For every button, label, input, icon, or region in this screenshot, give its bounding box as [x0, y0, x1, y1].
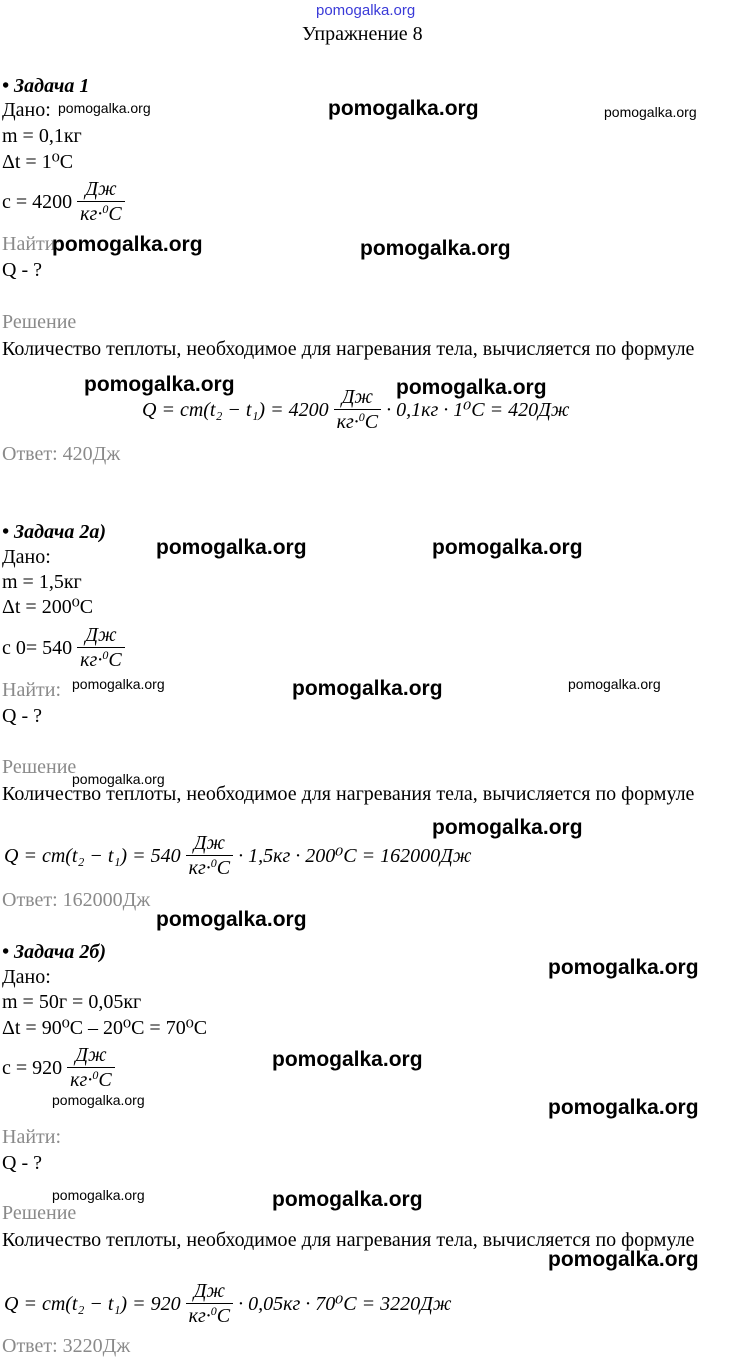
task2b-solution-label: Решение	[2, 1202, 77, 1224]
watermark: pomogalka.org	[84, 373, 235, 396]
task2b-explanation: Количество теплоты, необходимое для нагревания тела, вычисляется по формуле	[2, 1229, 695, 1251]
task2b-formula-rhs: · 0,05кг · 70⁰C = 3220Дж	[238, 1293, 452, 1315]
unit-denominator: кг·$^0$C	[80, 648, 122, 671]
task2a-formula	[4, 832, 471, 880]
watermark: pomogalka.org	[52, 1187, 145, 1203]
watermark: pomogalka.org	[72, 676, 165, 692]
watermark: pomogalka.org	[58, 100, 151, 116]
task2b-specific-heat	[2, 1044, 115, 1092]
task2a-find-label: Найти:	[2, 679, 62, 701]
unit-denominator: кг·$^0$C	[188, 856, 231, 879]
task2b-heading: • Задача 2б)	[2, 941, 106, 963]
task2a-answer: Ответ: 162000Дж	[2, 889, 151, 911]
task2b-c-prefix: c = 920	[2, 1057, 63, 1079]
watermark: pomogalka.org	[52, 233, 203, 256]
unit-fraction	[186, 832, 234, 880]
watermark: pomogalka.org	[292, 677, 443, 700]
page-title: Упражнение 8	[302, 23, 423, 45]
unit-denominator: кг·$^0$C	[188, 1304, 231, 1327]
task2b-delta-t: Δt = 90⁰C – 20⁰C = 70⁰C	[2, 1017, 208, 1039]
unit-fraction	[334, 386, 382, 434]
unit-numerator: Дж	[67, 1044, 115, 1068]
task1-given-label: Дано:	[2, 99, 51, 121]
task2a-specific-heat	[2, 624, 125, 672]
site-watermark-header: pomogalka.org	[316, 2, 416, 19]
task2a-find-q: Q - ?	[2, 705, 42, 727]
unit-fraction	[67, 1044, 115, 1092]
unit-numerator: Дж	[186, 832, 234, 856]
task2b-find-q: Q - ?	[2, 1152, 42, 1174]
watermark: pomogalka.org	[432, 816, 583, 839]
task2a-explanation: Количество теплоты, необходимое для нагревания тела, вычисляется по формуле	[2, 783, 695, 805]
watermark: pomogalka.org	[156, 536, 307, 559]
task2a-formula-rhs: · 1,5кг · 200⁰C = 162000Дж	[238, 845, 472, 867]
unit-denominator: кг·$^0$C	[70, 1068, 112, 1091]
task2b-given-label: Дано:	[2, 966, 51, 988]
watermark: pomogalka.org	[548, 956, 699, 979]
unit-numerator: Дж	[334, 386, 382, 410]
task2b-answer: Ответ: 3220Дж	[2, 1335, 131, 1357]
task1-delta-t: Δt = 1⁰C	[2, 151, 74, 173]
watermark: pomogalka.org	[272, 1048, 423, 1071]
unit-numerator: Дж	[186, 1280, 234, 1304]
watermark: pomogalka.org	[396, 376, 547, 399]
task1-formula-rhs: · 0,1кг · 1⁰C = 420Дж	[386, 399, 570, 421]
task2b-formula	[4, 1280, 451, 1328]
task1-mass: m = 0,1кг	[2, 125, 82, 147]
task2a-solution-label: Решение	[2, 756, 77, 778]
task1-find-label: Найти:	[2, 233, 62, 255]
task2a-formula-lhs: Q = cm(t₂ − t₁) = 540	[4, 845, 181, 867]
task2b-formula-lhs: Q = cm(t₂ − t₁) = 920	[4, 1293, 181, 1315]
watermark: pomogalka.org	[156, 908, 307, 931]
unit-denominator: кг·$^0$C	[80, 202, 122, 225]
watermark: pomogalka.org	[52, 1092, 145, 1108]
unit-numerator: Дж	[77, 178, 125, 202]
task2a-c-prefix: c 0= 540	[2, 637, 73, 659]
task2a-heading: • Задача 2а)	[2, 521, 106, 543]
task1-explanation: Количество теплоты, необходимое для нагревания тела, вычисляется по формуле	[2, 338, 695, 360]
task2a-given-label: Дано:	[2, 546, 51, 568]
watermark: pomogalka.org	[328, 97, 479, 120]
unit-denominator: кг·$^0$C	[336, 410, 379, 433]
watermark: pomogalka.org	[548, 1096, 699, 1119]
watermark: pomogalka.org	[568, 676, 661, 692]
task1-c-prefix: c = 4200	[2, 191, 73, 213]
unit-fraction	[77, 624, 125, 672]
task2a-delta-t: Δt = 200⁰C	[2, 596, 94, 618]
watermark: pomogalka.org	[548, 1248, 699, 1271]
unit-fraction	[77, 178, 125, 226]
task1-heading: • Задача 1	[2, 75, 90, 97]
task1-find-q: Q - ?	[2, 259, 42, 281]
task1-formula-lhs: Q = cm(t₂ − t₁) = 4200	[142, 399, 329, 421]
watermark: pomogalka.org	[272, 1188, 423, 1211]
task2b-mass: m = 50г = 0,05кг	[2, 991, 142, 1013]
task1-answer: Ответ: 420Дж	[2, 443, 121, 465]
task2b-find-label: Найти:	[2, 1126, 62, 1148]
watermark: pomogalka.org	[604, 104, 697, 120]
watermark: pomogalka.org	[72, 771, 165, 787]
task1-solution-label: Решение	[2, 311, 77, 333]
watermark: pomogalka.org	[432, 536, 583, 559]
unit-fraction	[186, 1280, 234, 1328]
unit-numerator: Дж	[77, 624, 125, 648]
task2a-mass: m = 1,5кг	[2, 571, 82, 593]
task1-specific-heat	[2, 178, 125, 226]
watermark: pomogalka.org	[360, 237, 511, 260]
